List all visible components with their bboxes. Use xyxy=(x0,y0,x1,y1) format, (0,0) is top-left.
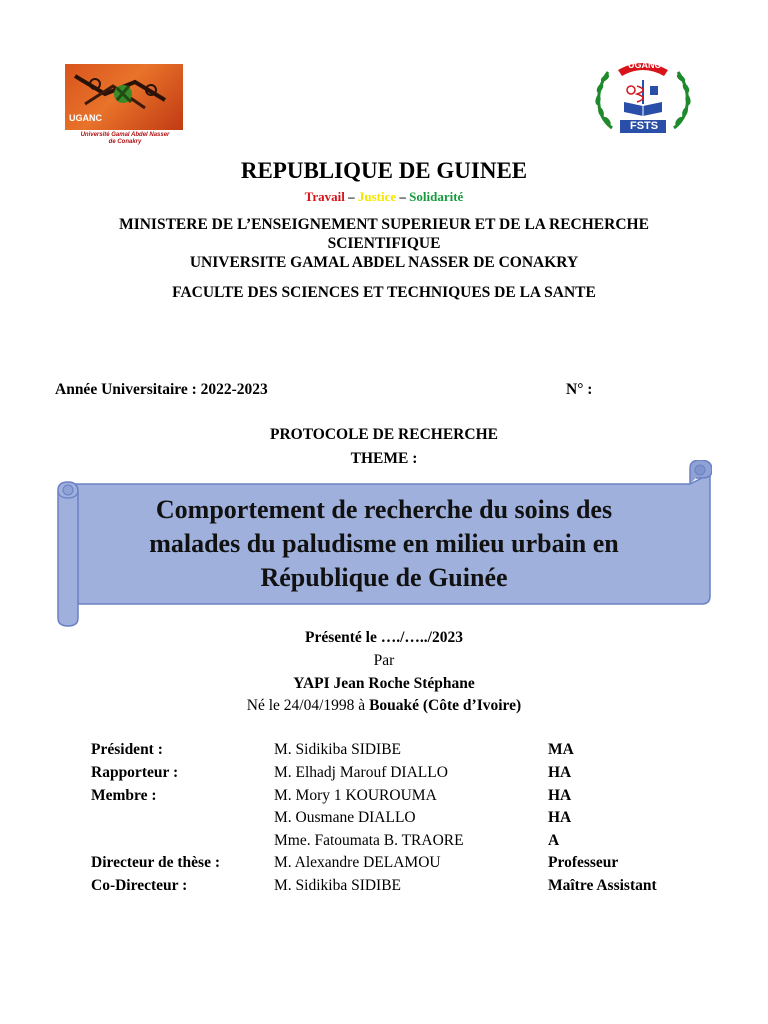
jury-grade: MA xyxy=(548,741,574,758)
motto-word-travail: Travail xyxy=(304,189,345,204)
jury-row xyxy=(0,854,768,876)
birth-date: Né le 24/04/1998 à xyxy=(246,697,370,714)
jury-role: Directeur de thèse : xyxy=(91,854,220,871)
jury-row xyxy=(0,809,768,831)
jury-member-name: M. Alexandre DELAMOU xyxy=(274,854,441,871)
ministry-name xyxy=(0,215,768,253)
jury-row xyxy=(0,764,768,786)
birth-place: Bouaké (Côte d’Ivoire) xyxy=(369,697,522,714)
jury-row xyxy=(0,787,768,809)
jury-member-name: M. Mory 1 KOUROUMA xyxy=(274,787,437,804)
research-theme xyxy=(86,493,682,595)
motto-separator: – xyxy=(348,189,355,204)
ministry-line2: SCIENTIFIQUE xyxy=(327,235,441,252)
jury-grade: HA xyxy=(548,787,572,804)
jury-member-name: Mme. Fatoumata B. TRAORE xyxy=(274,832,464,849)
national-motto xyxy=(0,189,768,205)
jury-member-name: M. Ousmane DIALLO xyxy=(274,809,416,826)
ministry-line1: MINISTERE DE L’ENSEIGNEMENT SUPERIEUR ET DE LA RECHERCHE xyxy=(119,216,649,233)
uganc-logo xyxy=(65,64,183,150)
jury-role: Rapporteur : xyxy=(91,764,179,781)
jury-member-name: M. Elhadj Marouf DIALLO xyxy=(274,764,448,781)
author-birth-info xyxy=(0,697,768,715)
uganc-logo-label: UGANC xyxy=(69,113,102,123)
jury-row xyxy=(0,832,768,854)
university-name: UNIVERSITE GAMAL ABDEL NASSER DE CONAKRY xyxy=(189,254,579,271)
jury-grade: HA xyxy=(548,764,572,781)
fsts-logo xyxy=(590,58,696,138)
motto-word-solidarite: Solidarité xyxy=(409,189,464,204)
research-theme-line1: Comportement de recherche du soins des xyxy=(155,495,613,524)
author-name: YAPI Jean Roche Stéphane xyxy=(293,675,475,692)
jury-grade: Professeur xyxy=(548,854,619,871)
fsts-logo-top-label: UGANC xyxy=(628,60,661,70)
jury-role: Co-Directeur : xyxy=(91,877,188,894)
uganc-logo-subtitle-line2: de Conakry xyxy=(108,139,142,145)
jury-grade: HA xyxy=(548,809,572,826)
fsts-logo-bottom-label: FSTS xyxy=(630,120,659,132)
faculty-name: FACULTE DES SCIENCES ET TECHNIQUES DE LA SANTE xyxy=(172,284,596,301)
jury-role: Membre : xyxy=(91,787,157,804)
academic-year: Année Universitaire : 2022-2023 xyxy=(55,381,268,398)
uganc-logo-subtitle-line1: Université Gamal Abdel Nasser xyxy=(80,132,170,138)
document-number: N° : xyxy=(566,381,593,398)
jury-grade: Maître Assistant xyxy=(548,877,657,894)
jury-grade: A xyxy=(548,832,560,849)
uganc-logo-subtitle xyxy=(71,132,179,146)
uganc-logo-emblem xyxy=(65,64,183,130)
research-theme-line2: malades du paludisme en milieu urbain en xyxy=(149,529,619,558)
protocol-title: PROTOCOLE DE RECHERCHE xyxy=(270,426,498,443)
motto-separator: – xyxy=(399,189,406,204)
jury-row xyxy=(0,741,768,763)
jury-member-name: M. Sidikiba SIDIBE xyxy=(274,877,402,894)
country-title: REPUBLIQUE DE GUINEE xyxy=(240,158,528,183)
motto-word-justice: Justice xyxy=(357,189,397,204)
jury-role: Président : xyxy=(91,741,163,758)
theme-label: THEME : xyxy=(350,450,418,467)
jury-row xyxy=(0,877,768,899)
jury-member-name: M. Sidikiba SIDIBE xyxy=(274,741,402,758)
presentation-date: Présenté le …./…../2023 xyxy=(305,629,463,646)
research-theme-line3: République de Guinée xyxy=(260,563,508,592)
presented-by-label: Par xyxy=(373,652,395,669)
